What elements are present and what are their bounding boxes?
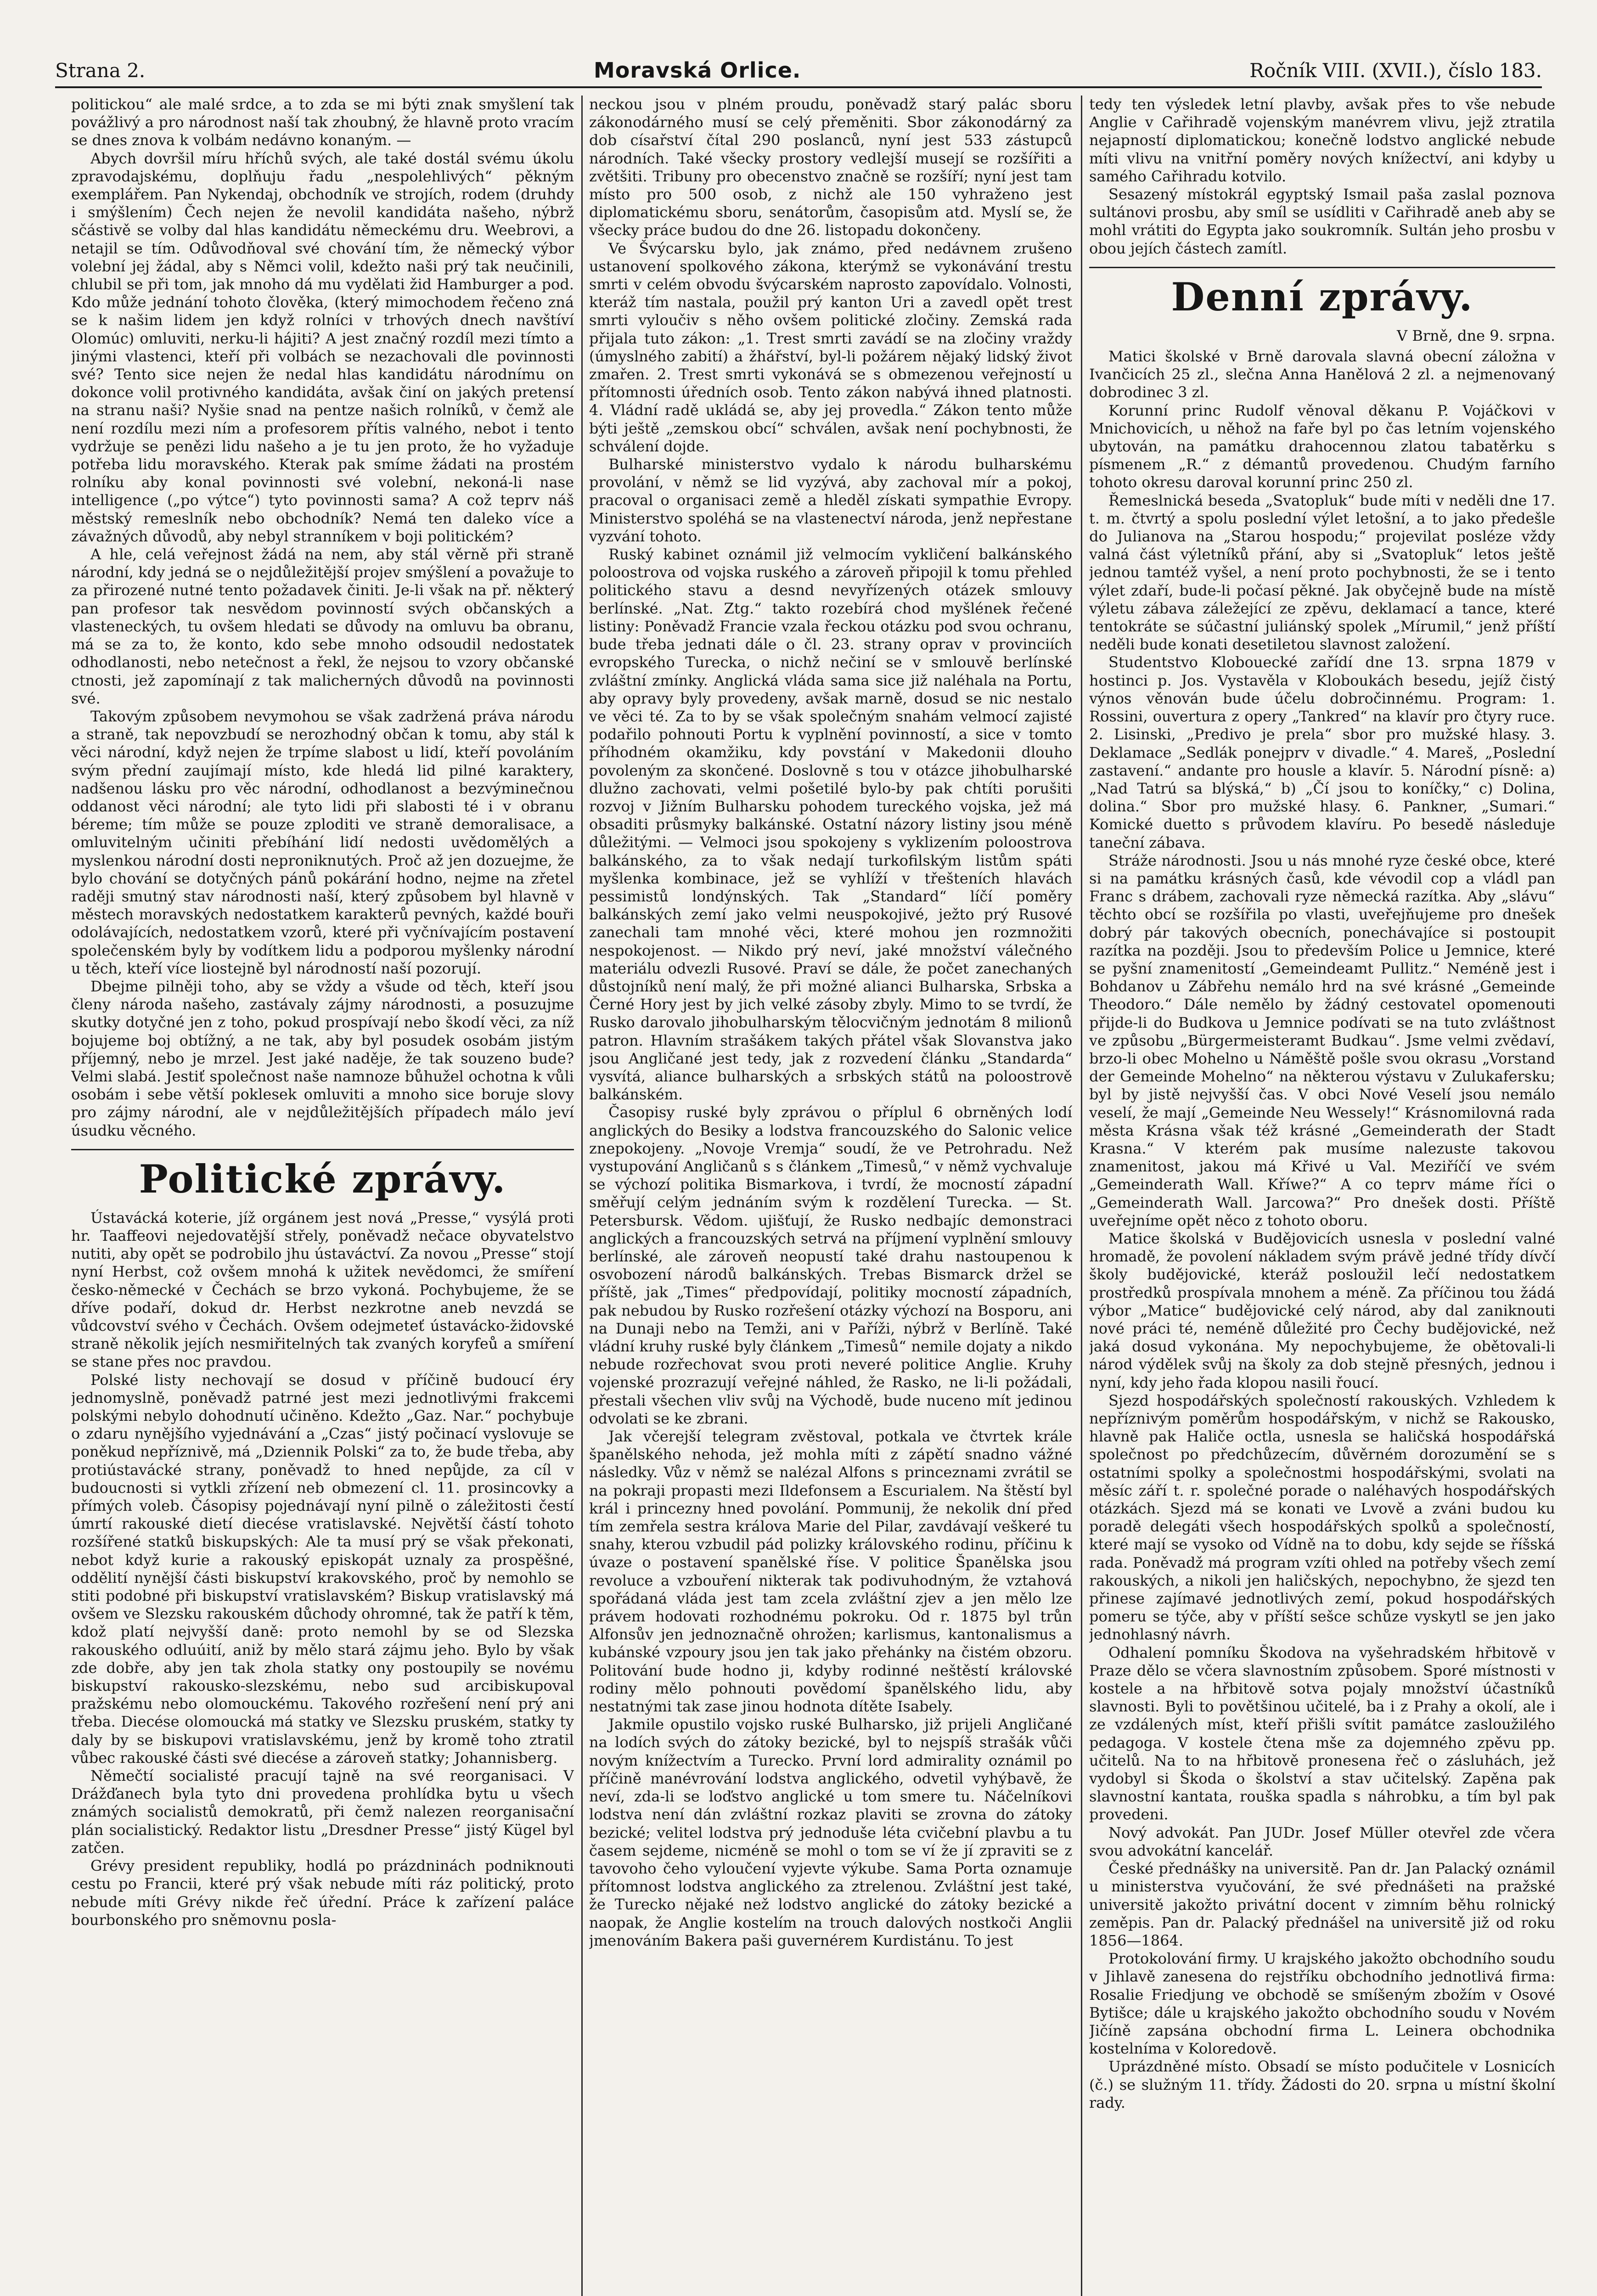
- news-item: Bulharské ministerstvo vydalo k národu bulharskému provolání, v němž se lid vyzývá, aby zachoval mír a pokoj, pracoval o organisaci země a hleděl získati sympathie Evropy. Ministerstvo spoléhá se na vlastenectví národa, jenž nepřestane vyzvání tohoto.: [589, 456, 1072, 545]
- news-item: Řemeslnická beseda „Svatopluk“ bude míti v neděli dne 17. t. m. čtvrtý a spolu poslední výlet letošní, a to jako předešle do Julianova na „Starou hospodu;“ projevilat posléze vždy valná část výletníků přání, aby si „Svatopluk“ letos ještě jednou tamtéž vyšel, a není proto pochybnosti, že se i tento výlet zdaří, bude-li počasí pěkné. Jak obyčejně bude na místě výletu zábava záležející ze zpěvu, deklamací a tance, které tentokráte se súčastní juliánský spolek „Mírumil,“ jenž příští neděli bude konati desetiletou slavnost založení.: [1089, 491, 1555, 653]
- page-header: [55, 54, 1542, 88]
- article-paragraph: neckou jsou v plném proudu, poněvadž starý palác sboru zákonodárného musí se celý přeměniti. Sbor zákonodárný za dob císařství čítal 290 poslanců, nyní jest 533 zástupců národních. Také všecky prostory vedlejší musejí se rozšířiti a zvětšiti. Tribuny pro obecenstvo značně se rozšíří; nyní jest tam místo pro 500 osob, z nichž ale 150 vyhraženo jest diplomatickému sboru, senátorům, časopisům atd. Myslí se, že všecky práce budou do dne 26. listopadu dokončeny.: [589, 96, 1072, 239]
- article-paragraph: Dbejme pilněji toho, aby se vždy a všude od těch, kteří jsou členy národa našeho, zastávaly zájmy národnosti, a posuzujme skutky dotyčné jen z toho, pokud prospívají nebo škodí věci, za níž bojujeme boj obtížný, a ne tak, aby byl posudek osobám jistým příjemný, nebo je mrzel. Jest jaké naděje, že tak souzeno bude? Velmi slabá. Jestiť společnost naše namnoze bůhužel ochotna k vůli osobám i sebe větší poklesek omluviti a mnoho sice boruje slovy pro zájmy národní, ale v nejdůležitějších případech málo jeví úsudku věcného.: [71, 977, 574, 1139]
- news-item: Sesazený místokrál egyptský Ismail paša zaslal poznova sultánovi prosbu, aby smíl se usídliti v Cařihradě aneb aby se mohl vrátiti do Egypta jako soukromník. Sultán jeho prosbu v obou jejích částech zamítl.: [1089, 186, 1555, 257]
- column-divider: [581, 96, 583, 2296]
- section-title-politicke: Politické zprávy.: [71, 1149, 574, 1204]
- news-item: Polské listy nechovají se dosud v příčině budoucí éry jednomyslně, poněvadž patrné jest mezi jednotlivými frakcemi polskými nebylo dohodnutí učiněno. Kdežto „Gaz. Nar.“ pochybuje o zdaru nynějšího vyjednávání a „Czas“ jistý počinací vyslovuje se poněkud nepříznivě, má „Dziennik Polski“ za to, že bude třeba, aby protiústavácké strany, poněvadž to hned nepůjde, za cíl v budoucnosti si vytkli zřízení neb obmezení cl. 11. prosincovky a přímých voleb. Čásopisy pojednávají nyní pilně o záležitosti čestí úmrtí rakouské dietí diecése vratislavské. Největší částí tohoto rozšířené statků biskupských: Ale ta musí prý se však překonati, nebot když kurie a rakouský episkopát uznaly za prospěšné, oddělití nynější části biskupství krakovského, proč by nemohlo se stiti podobné při biskupství vratislavském? Biskup vratislavský má ovšem ve Slezsku rakouském důchody ohromné, tak že patří k těm, kdož platí nejvyšší daně: proto nemohl by se od Slezska rakouského odluúití, aniž by mělo stará zájmu jeho. Bylo by však zde dobře, aby jen tak zhola statky ony postoupily se novému biskupství rakousko-slezskému, nebo sud arcibiskupoval pražskému nebo olomouckému. Takového rozřešení není prý ani třeba. Diecése olomoucká má statky ve Slezsku pruském, statky ty daly by se biskupovi vratislavskému, jenž by kromě toho ztratil vůbec rakouské části své diecése a zároveň statky; Johannisberg.: [71, 1371, 574, 1767]
- news-item: Uprázdněné místo. Obsadí se místo podučitele v Losnicích (č.) se služným 11. třídy. Žádosti do 20. srpna u místní školní rady.: [1089, 2058, 1555, 2111]
- section-title-denni: Denní zprávy.: [1089, 267, 1555, 322]
- article-paragraph: Takovým způsobem nevymohou se však zadržená práva národu a straně, tak nepovzbudí se nerozhodný občan k tomu, aby stál k věci národní, když nejen že trpíme slabost u lidí, kteří povoláním svým přední zaujímají místo, kde hledá lid pilné karaktery, nadšenou lásku pro věc národní, odhodlanost a bezvýminečnou oddanost věci národní; ale tyto lidi při slabosti té i v obranu béreme; tím může se pouze zploditi ve straně demoralisace, a omluvitelným učiniti přebíhání lidí nedosti uvědomělých a myslenkou národní dosti neproniknutých. Proč až jen dozuejme, že bylo chování se dotyčných pánů pokárání hodno, nejme na zřetel raději smutný stav národnosti naší, který způsobem byl hlavně v městech moravských nedostatkem karakterů pevných, každé bouři odolávajících, nedostatkem vzorů, které při vyčnívajícím postavení společenském byly by vodítkem lidu a podporou myšlenky národní u těch, kteří více liostejně byl národností naší pozorují.: [71, 707, 574, 977]
- column-3: [1089, 96, 1555, 2296]
- news-item: Němečtí socialisté pracují tajně na své reorganisaci. V Drážďanech byla tyto dni provedena prohlídka bytu u všech známých socialistů demokratů, při čemž nalezen reorganisační plán socialistický. Redaktor listu „Dresdner Presse“ jistý Kügel byl zatčen.: [71, 1767, 574, 1857]
- news-item: České přednášky na universitě. Pan dr. Jan Palacký oznámil u ministerstva vyučování, že své přednášeti na pražské universitě jakožto privátní docent v zimním běhu rolnický zeměpis. Pan dr. Palacký přednášel na universitě již od roku 1856—1864.: [1089, 1860, 1555, 1949]
- article-paragraph: tedy ten výsledek letní plavby, avšak přes to vše nebude Anglie v Cařihradě vojenským manévrem vlivu, jejž ztratila nejapností diplomatickou; konečně lodstvo anglické nebude míti vlivu na vnitřní poměry nových knížectví, ani kdyby u samého Cařihradu kotvilo.: [1089, 96, 1555, 185]
- news-item: Studentstvo Klobouecké zařídí dne 13. srpna 1879 v hostinci p. Jos. Vystavěla v Kloboukách besedu, jejíž čistý výnos věnován bude účelu dobročinnému. Program: 1. Rossini, ouvertura z opery „Tankred“ na klavír pro čtyry ruce. 2. Lisinski, „Predivo je prela“ sbor pro mužské hlasy. 3. Deklamace „Sedlák ponejprv v divadle.“ 4. Mareš, „Poslední zastavení.“ andante pro housle a klavír. 5. Národní písně: a) „Nad Tatrú sa blýská,“ b) „Čí jsou to koníčky,“ c) Dolina, dolina.“ Sbor pro mužské hlasy. 6. Pankner, „Sumari.“ Komické duetto s průvodem klavíru. Po besedě následuje taneční zábava.: [1089, 653, 1555, 851]
- news-item: Ústavácká koterie, jíž orgánem jest nová „Presse,“ vysýlá proti hr. Taaffeovi nejedovatější střely, poněvadž nečace obyvatelstvo nutiti, aby opět se podrobilo jhu ústaváctví. Za novou „Presse“ stojí nyní Herbst, což ovšem mnohá k užitek nevědomci, že smíření česko-německé v Čechách se brzo vykoná. Pochybujeme, že se dříve podaří, dokud dr. Herbst nezkrotne aneb nevzdá se vůdcovství svého v Čechách. Ovšem odejmeteť ústavácko-židovské straně několik jejích nesmiřitelných tak zvaných koryfeů a smíření se stane přes noc pravdou.: [71, 1209, 574, 1371]
- news-item: Nový advokát. Pan JUDr. Josef Müller otevřel zde včera svou advokátní kancelář.: [1089, 1823, 1555, 1859]
- news-item: Odhalení pomníku Škodova na vyšehradském hřbitově v Praze dělo se včera slavnostním způsobem. Sporé místnosti v kostele a na hřbitově sotva pojaly množství účastníků slavnosti. Byli to povětšinou učitelé, ba i z Prahy a okolí, ale i ze vzdálených míst, kteří přišli svítit památce zasloužilého pedagoga. V kostele čtena mše za dojemného zpěvu pp. učitelů. Na to na hřbitově pronesena řeč o zásluhách, jež vydobyl si Škoda o školství a stav učitelský. Zapěna pak slavnostní kantata, rouška spadla s náhrobku, a tím byl pak provedeni.: [1089, 1643, 1555, 1823]
- masthead: Moravská Orlice.: [594, 58, 801, 83]
- column-1: [71, 96, 574, 2296]
- page-number: Strana 2.: [55, 59, 146, 82]
- dateline: V Brně, dne 9. srpna.: [1397, 326, 1555, 344]
- news-item: Sjezd hospodářských společností rakouských. Vzhledem k nepříznivým poměrům hospodářským, v nichž se Rakousko, hlavně pak Haliče octla, usnesla se haličská hospodářská společnost po předchůzecím, důvěrném dorozumění se s ostatními spolky a společnostmi hospodářskými, svolati na měsíc září t. r. společné porade o naléhavých hospodářských otázkách. Sjezd má se konati ve Lvově a zváni budou ku poradě delegáti všech hospodářských spolků a společností, které mají se vysoko od Vídně na to dobu, kdy sejde se říšská rada. Poněvadž má program vzíti ohled na potřeby všech zemí rakouských, a nikoli jen haličských, nepochybno, že sjezd ten přinese zajímavé jednotlivých zemí, pokud hospodářských pomeru se týče, aby v příští sešce schůze vyskytl se jen jako jednohlasný návrh.: [1089, 1391, 1555, 1643]
- news-item: Ve Švýcarsku bylo, jak známo, před nedávnem zrušeno ustanovení spolkového zákona, kterýmž se vykonávání trestu smrti v celém obvodu švýcarském naprosto zapovídalo. Volnosti, kteráž tím nastala, použil prý kanton Uri a zavedl opět trest smrti vyloučiv s něho ovšem politické zločiny. Zemská rada přijala tuto zákon: „1. Trest smrti zavádí se na zločiny vraždy (úmyslného zabití) a žhářství, byl-li požárem nějaký lidský život zmařen. 2. Trest smrti vykonává se s obmezenou veřejností u přítomnosti úředních osob. Tento zákon nabývá ihned platnosti. 4. Vládní radě ukládá se, aby jej provedla.“ Zákon tento může býti ještě „zemskou obcí“ schválen, avšak není pochybnosti, že schválení dojde.: [589, 239, 1072, 455]
- column-2: [589, 96, 1072, 2296]
- news-item: Matici školské v Brně darovala slavná obecní záložna v Ivančicích 25 zl., slečna Anna Hanělová 2 zl. a nejmenovaný dobrodinec 3 zl.: [1089, 348, 1555, 401]
- news-item: Jakmile opustilo vojsko ruské Bulharsko, již prijeli Angličané na lodích svých do zátoky bezické, byl to nejspíš strašák vůči novým knížectvím a Turecko. První lord admirality oznámil po příčině manévrování lodstva anglického, odvetil vyhýbavě, že neví, zda-li se loďstvo anglické u tom smere tu. Náčelníkovi lodstva není dán zvláštní rozkaz plaviti se zrovna do zátoky bezické; velitel lodstva prý jednoduše léta cvičební plavbu a tu časem sejdeme, nicméně se mohl o tom se ví že jí zpraviti se z tavovoho čeho vyloučení vyjevte výkube. Sama Porta oznamuje přítomnost lodstva anglického za ztrelenou. Zvláštní jest také, že Turecko nějaké než lodstvo anglické do zátoky bezické a naopak, že Anglie kostelím na trouch dalových nostkoči Anglii jmenováním Bakera paši guvernérem Kurdistánu. To jest: [589, 1716, 1072, 1949]
- article-paragraph: politickou“ ale malé srdce, a to zda se mi býti znak smyšlení tak povážlivý a pro národnost naší tak zhoubný, že hlavně proto vracím se dnes znova k volbám nedávno konaným. —: [71, 96, 574, 149]
- news-item: Jak včerejší telegram zvěstoval, potkala ve čtvrtek krále španělského nehoda, jež mohla míti z zápětí snadno vážné následky. Vůz v němž se nalézal Alfons s princeznami zvrátil se na pokraji propasti mezi Ildefonsem a Escurialem. Na štěstí byl král i princezny hned povolání. Pommunij, že nekolik dní před tím zemřela sestra králova Marie del Pilar, zavdávají veškeré tu snahy, kterou vzbudil pád polizky královského rodinu, příčinu k úvaze o postavení spanělské říse. V politice Španělska jsou revoluce a vzbouření nikterak tak podivuhodným, že vztahová spořádaná vláda jest tam zcela zvláštní zjev a jen mělo lze právem hodovati rozhodnému pokroku. Od r. 1875 byl trůn Alfonsův jen jednoznačně ohrožen; karlismus, kantonalismus a kubánské vzpoury jsou jen tak jako přehánky na čistém obzoru. Politování bude hodno ji, kdyby rodinné neštěstí královské rodiny mělo pohnouti povědomí španělského lidu, aby nestatnými tak zase jinou hodnota dítěte Isabely.: [589, 1428, 1072, 1716]
- column-divider: [1081, 96, 1082, 2296]
- news-item: Grévy president republiky, hodlá po prázdninách podniknouti cestu po Francii, které prý však nebude míti ráz politický, proto nebude míti Grévy nikde řeč úřední. Práce k zařízení paláce bourbonského pro sněmovnu posla-: [71, 1857, 574, 1929]
- news-item: Korunní princ Rudolf věnoval děkanu P. Vojáčkovi v Mnichovicích, u něhož na faře byl po čas letním vojenského ubytován, na památku drahocennou zlatou tabatěrku s písmenem „R.“ z démantů provedenou. Chudým farního tohoto okresu daroval korunní princ 250 zl.: [1089, 401, 1555, 491]
- article-paragraph: Abych dovršil míru hříchů svých, ale také dostál svému úkolu zpravodajskému, doplňuju řadu „nespolehlivých“ pěkným exemplářem. Pan Nykendaj, obchodník ve strojích, rodem (druhdy i smýšlením) Čech nejen že nevolil kandidáta našeho, nýbrž sčástivě se volby dal hlas kandidátu německému dru. Weebrovi, a netajil se tím. Odůvodňoval své chování tím, že německý výbor volební jej žádal, aby s Němci volil, kdežto naši prý tak neučinili, chlubil se při tom, jak mnoho dá mu vydělati žid Hamburger a pod. Kdo může jednání tohoto člověka, (který mimochodem řečeno zná se k našim lidem jen když rolníci v trhových dnech navštíví Olomúc) omluviti, nerku-li hájiti? A jest značný rozdíl mezi tímto a jinými vlastenci, kteří při volbách se nezachovali dle povinnosti své? Tento sice nejen že nedal hlas kandidátu národnímu on dokonce volil protivného kandidáta, avšak činí on jakých pretensí na stranu naši? Nyšie snad na pentze našich rolníků, v čemž ale není rozdílu mezi ním a profesorem přítis valného, nebot i tento vydržuje se penězi lidu našeho a je tu jen proto, že ho vyžaduje potřeba lidu moravského. Kterak pak smíme žádati na prostém rolníku aby konal povinnosti své volební, nekoná-li nase intelligence („po výtce“) tyto povinnosti sama? A což teprv náš městský remeslník nebo obchodník? Nemá ten daleko více a závažných důvodů, aby nebyl stranníkem v boji politickém?: [71, 149, 574, 545]
- news-item: Časopisy ruské byly zprávou o příplul 6 obrněných lodí anglických do Besiky a lodstva francouzského do Salonic velice znepokojeny. „Novoje Vremja“ soudí, že ve Petrohradu. Než vystupování Angličanů s s článkem „Timesů,“ v němž vychvaluje se výchozí politika Bismarkova, i tvrdí, že mocností západní směřují celým jednáním svým k rozdělení Turecka. — St. Petersbursk. Vědom. ujišťují, že Rusko nedbajíc demonstraci anglických a francouzských setrvá na příjmení vyplnění smlouvy berlínské, ale zároveň neopustí také drahu nastoupenou k osvobození národů balkánských. Trebas Bismarck držel se příště, jak „Times“ předpovídají, politiky mocností západních, pak nebudou by Rusko rozřešení otázky výchozí na Bosporu, ani na Dunaji nebo na Temži, ani v Paříži, nýbrž v Berlíně. Také vládní kruhy ruské byly článkem „Timesů“ nemile dojaty a nikdo nebude rozřechovat svou proti neveré politice Anglie. Kruhy vojenské prozrazují veřejné náhled, že Rasko, ne li-li požádali, přestali všechen vliv svůj na Východě, bude nuceno mít jedinou odvolati se ke zbrani.: [589, 1103, 1072, 1427]
- news-item: Ruský kabinet oznámil již velmocím vykličení balkánského poloostrova od vojska ruského a zároveň připojil k tomu přehled politického stavu a desnd nevyřízených otázek smlouvy berlínské. „Nat. Ztg.“ takto rozebírá chod myšlének řečené listiny: Poněvadž Francie vzala řeckou otázku pod svou ochranu, bude třeba jednati dále o čl. 23. strany oprav v provinciích evropského Turecka, o nichž nečiní se v smlouvě berlínské zvláštní zmínky. Anglická vláda sama sice již naléhala na Portu, aby opravy byly provedeny, avšak marně, dosud se nic nestalo ve věci té. Za to by se však společným snahám velmocí zajisté podařilo pohnouti Portu k vyplnění povinností, a sice v tomto příhodném okamžiku, kdy povstání v Makedonii dlouho povoleným za skončené. Doslovně s tou v otázce jihobulharské dlužno zachovati, velmi pošetilé bylo-by pak chtíti porušiti rozvoj v Jižním Bulharsku pohodem tureckého vojska, jež má obsaditi průsmyky balkánské. Ostatní názory listiny jsou méně důležitými. — Velmoci jsou spokojeny s vyklizením poloostrova balkánského, za to však nedají turkofilským listům spáti myšlenka kombinace, jež se vyhlíží v třešteních hlavách pessimistů londýnských. Tak „Standard“ líčí poměry balkánských zemí jako velmi neuspokojivé, ježto prý Rusové zanechali tam mnohé věci, které mohou jen rozmnožiti nespokojenost. — Nikdo prý neví, jaké množství válečného materiálu odvezli Rusové. Praví se dále, že počet zanechaných důstojníků není malý, že při možné alianci Bulharska, Srbska a Černé Hory jest by jich velké zásoby zbyly. Mimo to se tvrdí, že Rusko darovalo jihobulharským tělocvičným jednotám 8 milionů patron. Hlavním strašákem takých přátel však Slovanstva jako jsou Angličané jest tedy, jak z rozvedení článku „Standarda“ vysvítá, aliance bulharských a srbských států na poloostrově balkánském.: [589, 546, 1072, 1103]
- news-item: Stráže národnosti. Jsou u nás mnohé ryze české obce, které si na památku krásných časů, kde vévodil cop a vládl pan Franc s drábem, zachovali ryze německá razítka. Aby „slávu“ těchto obcí se rozšířila po vlasti, uveřejňujeme pro dnešek dobrý pár takových obecních, ponechávajíce si postoupit razítka na později. Jsou to především Police u Jemnice, které se pyšní znamenitostí „Gemeindeamt Pullitz.“ Neméně jest i Bohdanov u Zábřehu nemálo hrd na své krásné „Gemeinde Theodoro.“ Dále nemělo by žádný cestovatel opomenouti přijde-li do Budkova u Jemnice podívati se na tuto zvláštnost ve způsobu „Bürgermeisteramt Budkau“. Jsme velmi zvědaví, brzo-li obec Mohelno u Náměště pošle svou okrasu „Vorstand der Gemeinde Mohelno“ na některou výstavu v Zulukafersku; byl by jistě nejvyšší čas. V obci Nové Veselí jsou nemálo veselí, že mají „Gemeinde Neu Wessely!“ Krásnomilovná rada města Krásna však též krásné „Gemeinderath der Stadt Krasna.“ V kterém pak musíme nalezuste takovou znamenitost, jakou má Křivé u Val. Meziříčí ve svém „Gemeinderath Wall. Kříwe?“ A co teprv máme říci o „Gemeinderath Wall. Jarcowa?“ Pro dnešek dosti. Příště uveřejníme opět něco z tohoto oboru.: [1089, 851, 1555, 1229]
- news-item: Matice školská v Budějovicích usnesla v poslední valné hromadě, že povolení nákladem svým právě jedné třídy dívčí školy budějovické, kteráž posloužil lečí nedostatkem prostředků prospívala mnohem a méně. Za příčinou tou žádá výbor „Matice“ budějovické celý národ, aby dal zaniknouti nové práci té, neméně důležité pro Čechy budějovické, než jaká dosud vykonána. My nepochybujeme, že obětovali-li národ výdělek svůj na školy za dob stejně přesných, jednou i nyní, kdy jeho řada klopou nasili řoucí.: [1089, 1229, 1555, 1391]
- news-item: Protokolování firmy. U krajského jakožto obchodního soudu v Jihlavě zanesena do rejstříku obchodního jednotlivá firma: Rosalie Friedjung ve obchodě se smíšeným zbožím v Osové Bytišce; dále u krajského jakožto obchodního soudu v Novém Jičíně zapsána obchodní firma L. Leinera obchodnika kostelníma v Koloredově.: [1089, 1950, 1555, 2058]
- issue-info: Ročník VIII. (XVII.), číslo 183.: [1249, 59, 1542, 82]
- article-paragraph: A hle, celá veřejnost žádá na nem, aby stál věrně při straně národní, kdy jedná se o nejdůležitější projev smýšlení a považuje to za přirozené nutné tento požadavek činiti. Je-li však na př. některý pan profesor tak nesvědom povinností svých občanských a vlasteneckých, tu ovšem hledati se důvody na omluvu ba obranu, má se za to, že konto, kdo sebe mnoho odsoudil nedostatek odhodlanosti, nebo netečnost a řekl, že nejsou to vzory občanské ctnosti, jež zapomínají z tak malicherných důvodů na povinnosti své.: [71, 546, 574, 707]
